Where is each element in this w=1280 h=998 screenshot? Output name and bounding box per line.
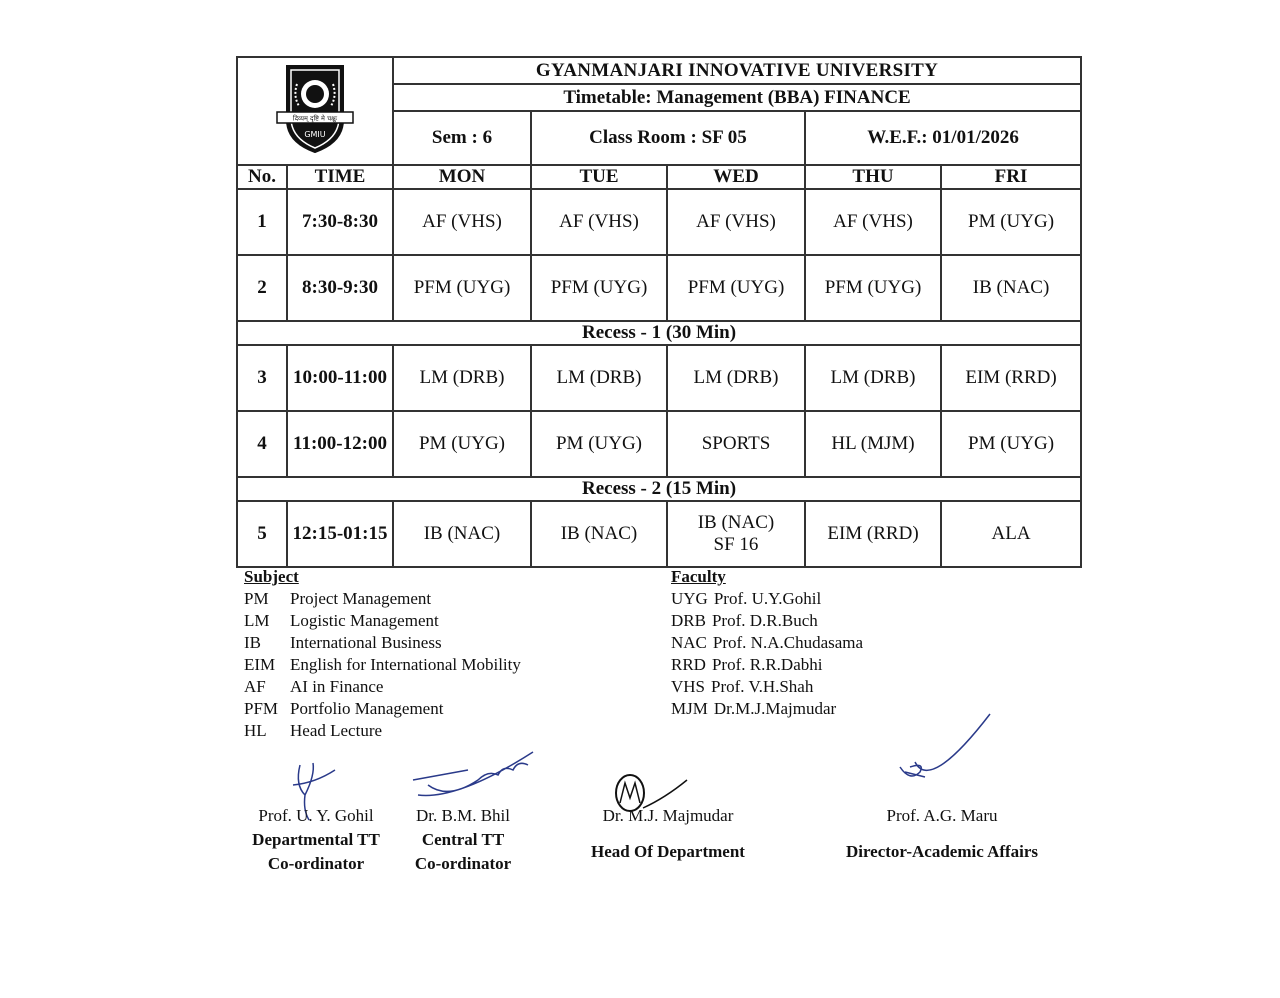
cell-mon: PFM (UYG) xyxy=(393,255,531,321)
university-logo-icon xyxy=(275,60,355,156)
period-no: 1 xyxy=(237,189,287,255)
col-fri: FRI xyxy=(941,165,1081,189)
cell-wed: LM (DRB) xyxy=(667,345,805,411)
signatory-name: Prof. A.G. Maru xyxy=(886,806,998,825)
legend-item: MJM Dr.M.J.Majmudar xyxy=(671,699,837,718)
cell-fri: PM (UYG) xyxy=(941,189,1081,255)
table-row xyxy=(237,189,1081,255)
signatory-bhil xyxy=(398,804,528,876)
legend-item: RRD Prof. R.R.Dabhi xyxy=(671,655,823,674)
cell-mon: PM (UYG) xyxy=(393,411,531,477)
period-no: 4 xyxy=(237,411,287,477)
legend-item: EIM English for International Mobility xyxy=(244,655,521,674)
table-row xyxy=(237,345,1081,411)
cell-wed: AF (VHS) xyxy=(667,189,805,255)
legend-item: AF AI in Finance xyxy=(244,677,384,696)
cell-tue: PFM (UYG) xyxy=(531,255,667,321)
signatory-gohil xyxy=(236,804,396,876)
cell-tue: PM (UYG) xyxy=(531,411,667,477)
recess-2: Recess - 2 (15 Min) xyxy=(237,477,1081,501)
signatory-name: Dr. M.J. Majmudar xyxy=(602,806,734,825)
col-time: TIME xyxy=(287,165,393,189)
cell-mon: AF (VHS) xyxy=(393,189,531,255)
cell-fri: ALA xyxy=(941,501,1081,567)
table-row xyxy=(237,501,1081,567)
legend-item: PM Project Management xyxy=(244,589,432,608)
signatory-role: Departmental TT xyxy=(252,830,380,849)
signatory-name: Dr. B.M. Bhil xyxy=(416,806,510,825)
period-time: 10:00-11:00 xyxy=(287,345,393,411)
cell-thu: EIM (RRD) xyxy=(805,501,941,567)
wef-date: W.E.F.: 01/01/2026 xyxy=(805,111,1081,165)
cell-tue: IB (NAC) xyxy=(531,501,667,567)
legend-item: UYG Prof. U.Y.Gohil xyxy=(671,589,822,608)
cell-wed-room: SF 16 xyxy=(713,534,759,555)
logo-cell xyxy=(237,57,393,165)
legend-item: LM Logistic Management xyxy=(244,611,439,630)
signatory-role: Co-ordinator xyxy=(414,854,512,873)
period-no: 2 xyxy=(237,255,287,321)
svg-text:दिव्यम् दृष्टि मे चक्षुः: दिव्यम् दृष्टि मे चक्षुः xyxy=(292,114,338,123)
cell-fri: IB (NAC) xyxy=(941,255,1081,321)
signature-maru-icon xyxy=(890,712,1000,792)
subject-legend xyxy=(244,566,521,742)
column-header-row xyxy=(237,165,1081,189)
period-time: 11:00-12:00 xyxy=(287,411,393,477)
legend-item: HL Head Lecture xyxy=(244,721,383,740)
cell-tue: AF (VHS) xyxy=(531,189,667,255)
period-time: 8:30-9:30 xyxy=(287,255,393,321)
recess-1: Recess - 1 (30 Min) xyxy=(237,321,1081,345)
period-time: 12:15-01:15 xyxy=(287,501,393,567)
signatory-role: Co-ordinator xyxy=(267,854,365,873)
svg-text:GMIU: GMIU xyxy=(304,130,326,139)
table-row xyxy=(237,411,1081,477)
legend-item: VHS Prof. V.H.Shah xyxy=(671,677,814,696)
col-no: No. xyxy=(237,165,287,189)
legend-item: IB International Business xyxy=(244,633,442,652)
signatory-role: Director-Academic Affairs xyxy=(845,842,1039,861)
faculty-legend xyxy=(671,566,863,720)
cell-thu: AF (VHS) xyxy=(805,189,941,255)
cell-wed-subject: IB (NAC) xyxy=(697,512,775,533)
signatory-role: Head Of Department xyxy=(591,842,745,861)
cell-thu: PFM (UYG) xyxy=(805,255,941,321)
legend-item: DRB Prof. D.R.Buch xyxy=(671,611,818,630)
col-mon: MON xyxy=(393,165,531,189)
col-tue: TUE xyxy=(531,165,667,189)
timetable-table xyxy=(236,56,1082,568)
cell-mon: LM (DRB) xyxy=(393,345,531,411)
timetable-title: Timetable: Management (BBA) FINANCE xyxy=(393,84,1081,111)
recess-row xyxy=(237,321,1081,345)
signatory-name: Prof. U. Y. Gohil xyxy=(258,806,374,825)
legend-item: PFM Portfolio Management xyxy=(244,699,444,718)
recess-row xyxy=(237,477,1081,501)
university-name: GYANMANJARI INNOVATIVE UNIVERSITY xyxy=(393,57,1081,84)
col-wed: WED xyxy=(667,165,805,189)
cell-tue: LM (DRB) xyxy=(531,345,667,411)
period-no: 5 xyxy=(237,501,287,567)
timetable-sheet xyxy=(236,56,1080,568)
cell-wed: SPORTS xyxy=(667,411,805,477)
cell-fri: EIM (RRD) xyxy=(941,345,1081,411)
cell-wed: PFM (UYG) xyxy=(667,255,805,321)
classroom: Class Room : SF 05 xyxy=(531,111,805,165)
signatory-majmudar xyxy=(578,804,758,864)
signatory-role: Central TT xyxy=(421,830,505,849)
legend-item: NAC Prof. N.A.Chudasama xyxy=(671,633,864,652)
faculty-legend-title: Faculty xyxy=(671,567,726,586)
cell-wed xyxy=(667,501,805,567)
cell-thu: HL (MJM) xyxy=(805,411,941,477)
period-time: 7:30-8:30 xyxy=(287,189,393,255)
signatory-maru xyxy=(832,804,1052,864)
col-thu: THU xyxy=(805,165,941,189)
cell-fri: PM (UYG) xyxy=(941,411,1081,477)
subject-legend-title: Subject xyxy=(244,567,299,586)
cell-mon: IB (NAC) xyxy=(393,501,531,567)
semester: Sem : 6 xyxy=(393,111,531,165)
signature-bhil-icon xyxy=(408,750,538,810)
cell-thu: LM (DRB) xyxy=(805,345,941,411)
period-no: 3 xyxy=(237,345,287,411)
table-row xyxy=(237,255,1081,321)
